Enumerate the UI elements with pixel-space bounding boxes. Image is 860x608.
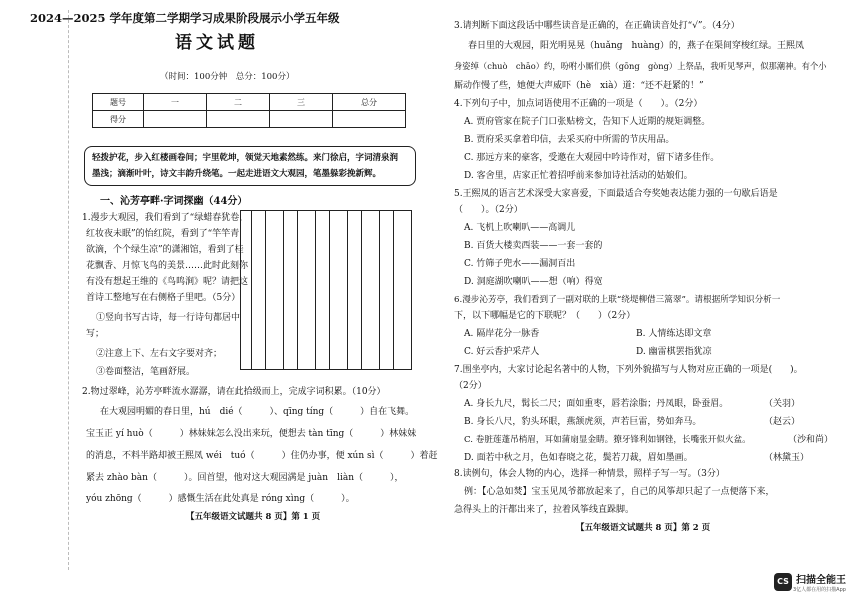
grid-column[interactable] bbox=[283, 211, 298, 369]
q3-text: 3.请判断下面这段话中哪些读音是正确的，在正确读音处打“√”。（4分） bbox=[454, 21, 740, 31]
grid-column[interactable] bbox=[379, 211, 394, 369]
q2-text: 的消息，不料半路却被王熙凤 wéi tuó（ ）住仍办事，便 xún sì（ ）着赶 bbox=[86, 451, 438, 461]
q7-option: B. 身长八尺，豹头环眼，燕颔虎须，声若巨雷，势如奔马。 bbox=[464, 417, 702, 427]
q5-text: 5.王熙凤的语言艺术深受大家喜爱，下面最适合夸奖她表达能力强的一句歇后语是 bbox=[454, 189, 778, 199]
q8-text: 例：【心急如焚】宝玉见凤爷都放起来了，自己的风筝却只起了一点便落下来， bbox=[464, 487, 775, 497]
grid-column[interactable] bbox=[315, 211, 330, 369]
q7-text: （2分） bbox=[454, 381, 487, 391]
q6-text: 6.漫步沁芳亭，我们看到了一副对联的上联“绕堤柳借三篙翠”。请根据所学知识分析一 bbox=[454, 295, 781, 305]
q6-option: B. 人情练达即文章 bbox=[636, 329, 712, 339]
q1-text: 花飘香、月惊飞鸟的美景……此时此刻你 bbox=[86, 261, 249, 271]
q7-option: C. 卷脏莲蓬吊梢眉，耳如蒲扇显金睛。獠牙锋利如钢锉，长嘴张开似火盆。 bbox=[464, 435, 751, 445]
score-header-cell: 总分 bbox=[333, 94, 406, 111]
q4-option: B. 贾府采买拿着印信，去采买府中所需的节庆用品。 bbox=[464, 135, 675, 145]
section-1-heading: 一、沁芳亭畔·字词探幽（44分） bbox=[100, 196, 248, 207]
q1-text: 欲滴，个个绿生凉”的潇湘馆，看到了桂 bbox=[86, 245, 244, 255]
q1-text: 1.漫步大观园，我们看到了“绿蜡春犹卷， bbox=[82, 213, 249, 223]
q1-text: ③卷面整洁，笔画舒展。 bbox=[96, 367, 196, 377]
intro-line: 轻拨护花，步入红楼画卷间；宇里乾坤，领觉天地素然练。来门徐启，字词清泉润 bbox=[92, 153, 399, 163]
q7-option-person: （林黛玉） bbox=[764, 453, 810, 463]
exam-title: 2024—2025 学年度第二学期学习成果阶段展示小学五年级 bbox=[30, 11, 340, 25]
q7-option-person: （关羽） bbox=[764, 399, 801, 409]
grid-column[interactable] bbox=[347, 211, 362, 369]
scanner-logo-icon: CS bbox=[774, 573, 792, 591]
score-header-cell: 题号 bbox=[93, 94, 144, 111]
q3-text: 春日里的大观园，阳光明晃晃（huǎng huàng）的，燕子在渠间穿梭红绿。王熙凤 bbox=[468, 41, 805, 51]
score-header-cell: 一 bbox=[144, 94, 207, 111]
q3-text: 厮动作慢了些，她便大声威吓（hè xià）道：“还不赶紧的！” bbox=[454, 81, 704, 91]
q4-option: D. 客舍里，店家正忙着招呼前来参加诗社活动的姑娘们。 bbox=[464, 171, 693, 181]
q7-option: D. 面若中秋之月，色如春晓之花，鬓若刀裁，眉如墨画。 bbox=[464, 453, 693, 463]
q6-option: A. 隔岸花分一脉香 bbox=[464, 329, 540, 339]
q2-text: 宝玉正 yí huò（ ）林妹妹怎么没出来玩，便想去 tàn tīng（ ）林妹妹 bbox=[86, 429, 417, 439]
q5-option: D. 洞庭湖吹喇叭——想（响）得宽 bbox=[464, 277, 603, 287]
page-footer: 【五年级语文试题共 8 页】第 1 页 bbox=[186, 512, 321, 522]
q7-text: 7.围坐亭内，大家讨论起名著中的人物，下列外貌描写与人物对应正确的一项是( )。 bbox=[454, 365, 803, 375]
intro-line: 墨浅；滴渐叶叶，诗文丰韵升绕笔。一起走进语文大观园，笔墨躲彩挽新辉。 bbox=[92, 169, 382, 179]
subject-title: 语文试题 bbox=[175, 33, 259, 53]
q2-text: 2.物过翠峰，沁芳亭畔流水潺潺，请在此拾级而上，完成字词积累。（10分） bbox=[82, 387, 386, 397]
q2-text: yóu zhōng（ ）感慨生活在此处真是 róng xìng（ ）。 bbox=[86, 494, 355, 504]
q1-text: 首诗工整地写在右侧格子里吧。（5分） bbox=[86, 293, 241, 303]
q1-text: ②注意上下、左右文字要对齐； bbox=[96, 349, 223, 359]
q5-text: （ ）。（2分） bbox=[454, 205, 523, 215]
scanner-brand-name: 扫描全能王 bbox=[796, 575, 846, 586]
q2-text: 紧去 zhào bàn（ ）。回首望，他对这大观园满是 juàn liàn（ ）， bbox=[86, 473, 404, 483]
q1-text: ①竖向书写古诗，每一行诗句都居中 bbox=[96, 313, 241, 323]
score-header-cell: 三 bbox=[270, 94, 333, 111]
q3-text: 身姿绰（chuò chāo）约，吩咐小厮们供（gōng gòng）上祭品，我听见琴声，似那潮神。有个小 bbox=[454, 61, 827, 71]
grid-column[interactable] bbox=[251, 211, 266, 369]
q1-text: 写； bbox=[86, 329, 105, 339]
q1-text: 红妆夜未眠”的怡红院，看到了“竿竿青 bbox=[86, 229, 240, 239]
scanner-slogan: 3亿人都在用的扫描App bbox=[793, 587, 846, 593]
q7-option: A. 身长九尺，髯长二尺；面如重枣，唇若涂脂；丹凤眼，卧蚕眉。 bbox=[464, 399, 729, 409]
score-cell bbox=[144, 111, 207, 128]
q4-option: A. 贾府管家在院子门口张贴榜文，告知下人近期的规矩调整。 bbox=[464, 117, 711, 127]
q2-text: 在大观园明媚的春日里，hú dié（ ）、qīng tíng（ ）自在飞舞。 bbox=[100, 407, 415, 417]
time-note: （时间：100分钟 总分：100分） bbox=[160, 72, 295, 82]
q6-option: C. 好云香护采芹人 bbox=[464, 347, 540, 357]
q5-option: B. 百货大楼卖西装——一套一套的 bbox=[464, 241, 603, 251]
q8-text: 8.读例句，体会人物的内心，选择一种情景，照样子写一写。（3分） bbox=[454, 469, 725, 479]
score-table bbox=[92, 93, 406, 128]
page-2 bbox=[430, 0, 860, 608]
q4-text: 4.下列句子中，加点词语使用不正确的一项是（ ）。（2分） bbox=[454, 99, 703, 109]
score-row-label: 得分 bbox=[93, 111, 144, 128]
q6-text: 下，以下哪幅是它的下联呢？（ ）（2分） bbox=[454, 311, 636, 321]
q5-option: C. 竹筛子兜水——漏洞百出 bbox=[464, 259, 576, 269]
q7-option-person: （赵云） bbox=[764, 417, 801, 427]
q8-text: 急得头上的汗都出来了，拉着风筝线直跺脚。 bbox=[454, 505, 635, 515]
page-footer: 【五年级语文试题共 8 页】第 2 页 bbox=[576, 523, 711, 533]
q7-option-person: （沙和尚） bbox=[788, 435, 834, 445]
q6-option: D. 幽雷棋罢指犹凉 bbox=[636, 347, 712, 357]
q1-text: 有没有想起王维的《鸟鸣涧》呢？请把这 bbox=[86, 277, 249, 287]
score-header-cell: 二 bbox=[207, 94, 270, 111]
score-cell bbox=[207, 111, 270, 128]
score-cell bbox=[270, 111, 333, 128]
score-cell bbox=[333, 111, 406, 128]
poem-writing-grid[interactable] bbox=[240, 210, 412, 370]
q5-option: A. 飞机上吹喇叭——高调儿 bbox=[464, 223, 576, 233]
q4-option: C. 那远方来的豪客，受邀在大观园中吟诗作对，留下诸多佳作。 bbox=[464, 153, 720, 163]
